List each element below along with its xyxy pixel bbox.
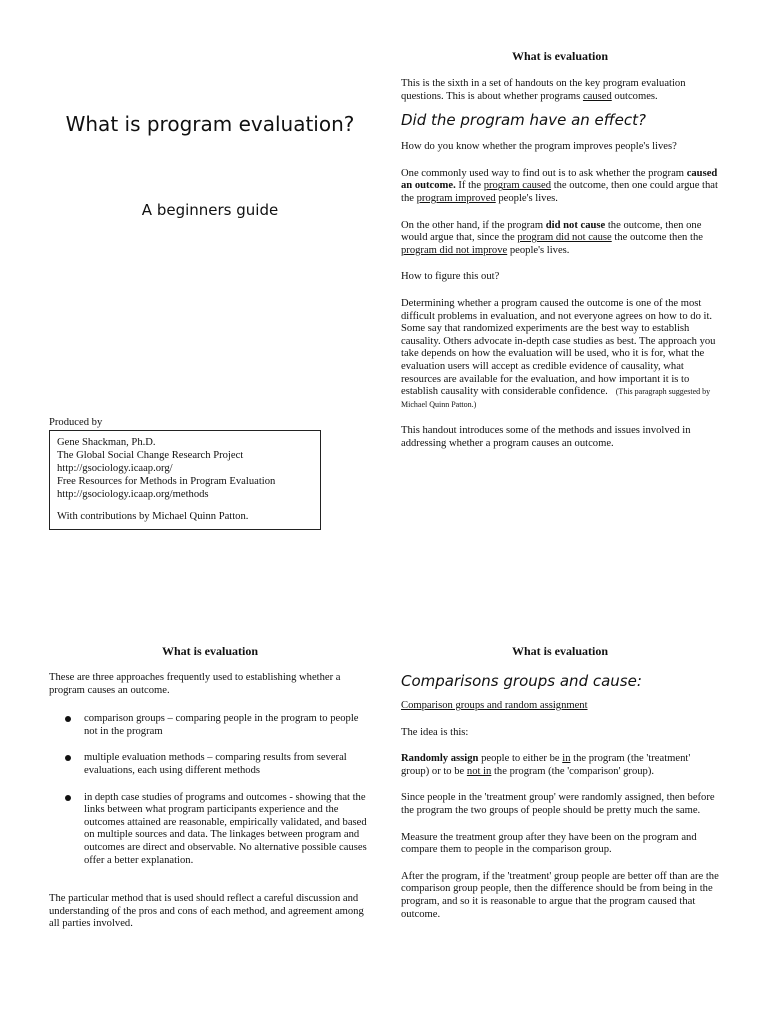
intro-paragraph: This is the sixth in a set of handouts on the key program evaluation questions. This is about whether programs caused outcomes. [401, 78, 686, 102]
page2-body [401, 78, 719, 450]
page-header: What is evaluation [161, 644, 258, 658]
list-item: multiple evaluation methods – comparing results from several evaluations, each using different methods [49, 752, 371, 777]
page-header: What is evaluation [511, 644, 608, 658]
paragraph: On the other hand, if the program did not cause the outcome, then one would argue that, since the program did not cause the outcome then the program did not improve people's lives. [401, 219, 703, 256]
list-item: in depth case studies of programs and outcomes - showing that the links between what program participants experience and the outcomes attained are reasonable, empirically validated, and based on multiple sources and data. The linkages between program and outcomes are direct and observable. No alternative possible causes offer a better explanation. [49, 792, 371, 868]
paragraph: Determining whether a program caused the outcome is one of the most difficult problems in evaluation, and not everyone agrees on how to do it. Some say that randomized experiments are the best way to establish causality. Others advocate in-depth case studies as best. The approach you take depends on how the evaluation will be used, who it is for, what the evaluation users will accept as credible evidence of causality, what resources are available for the evaluation, and how important it is to establish causality with considerable confidence. (This paragraph suggested by Michael Quinn Patton.) [401, 297, 716, 409]
section-heading: Comparisons groups and cause: [401, 672, 642, 690]
credits-box [49, 430, 321, 530]
credit-link[interactable]: http://gsociology.icaap.org/ [57, 463, 173, 474]
produced-by-label: Produced by [49, 417, 103, 428]
paragraph: The idea is this: [401, 726, 469, 738]
credit-line: With contributions by Michael Quinn Patton. [57, 511, 249, 522]
paragraph: Since people in the 'treatment group' were randomly assigned, then before the program the two groups of people should be pretty much the same. [401, 792, 715, 816]
intro-paragraph: These are three approaches frequently used to establishing whether a program causes an outcome. [49, 672, 341, 696]
page-header: What is evaluation [511, 49, 608, 63]
paragraph: This handout introduces some of the methods and issues involved in addressing whether a program causes an outcome. [401, 425, 691, 449]
paragraph: One commonly used way to find out is to ask whether the program caused an outcome. If the program caused the outcome, then one could argue that the program improved people's lives. [401, 167, 718, 204]
paragraph: After the program, if the 'treatment' group people are better off than are the comparison group people, then the difference should be from being in the program, and so it is reasonable to argue that the program caused that outcome. [401, 870, 719, 920]
section-heading: Did the program have an effect? [401, 111, 646, 130]
document-title: What is program evaluation? [65, 112, 355, 136]
document-subtitle: A beginners guide [141, 201, 279, 219]
bullet-icon [65, 795, 71, 801]
page4-body [401, 672, 721, 921]
bullet-icon [65, 716, 71, 722]
closing-paragraph: The particular method that is used should reflect a careful discussion and understanding of the pros and cons of each method, and agreement among all parties involved. [49, 893, 364, 930]
page3-body [49, 672, 371, 931]
approaches-list [49, 713, 371, 867]
question-text: How to figure this out? [401, 271, 500, 283]
credit-link[interactable]: http://gsociology.icaap.org/methods [57, 489, 209, 500]
list-item: comparison groups – comparing people in the program to people not in the program [49, 713, 371, 738]
bullet-icon [65, 755, 71, 761]
paragraph: Randomly assign people to either be in the program (the 'treatment' group) or to be not in the program (the 'comparison' group). [401, 753, 691, 777]
credit-line: Gene Shackman, Ph.D. [57, 437, 156, 448]
question-text: How do you know whether the program improves people's lives? [401, 141, 677, 153]
paragraph: Measure the treatment group after they have been on the program and compare them to people in the comparison group. [401, 831, 697, 856]
credit-line: Free Resources for Methods in Program Evaluation [57, 476, 276, 487]
credit-line: The Global Social Change Research Project [57, 450, 244, 461]
subheading: Comparison groups and random assignment [401, 700, 588, 711]
